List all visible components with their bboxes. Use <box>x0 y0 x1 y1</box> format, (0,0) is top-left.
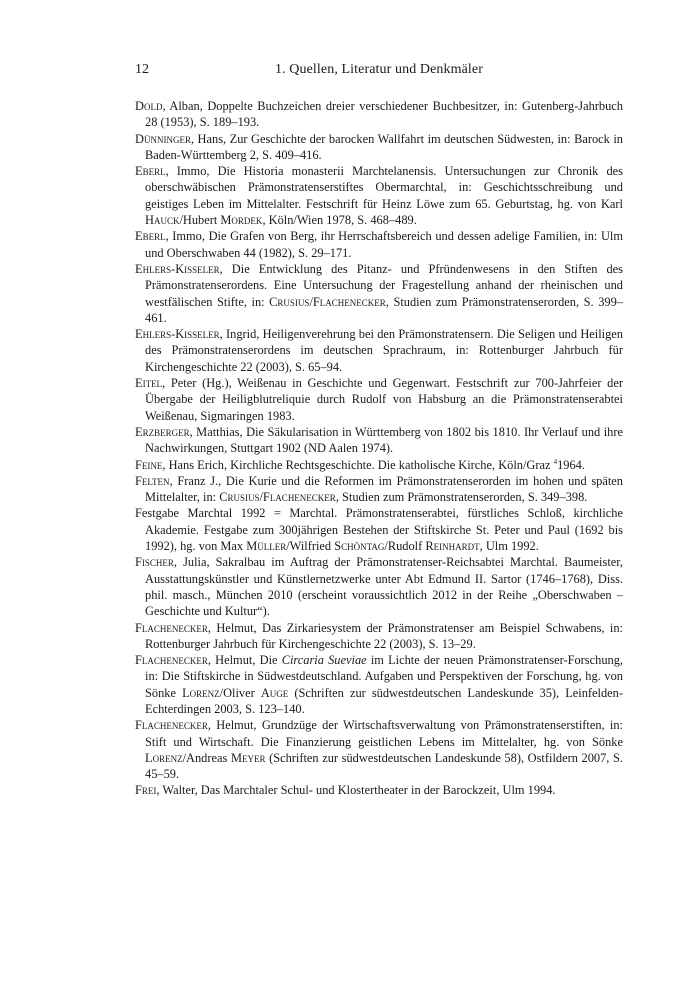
entry-text: / <box>309 294 313 309</box>
author-name: Reinhardt <box>425 539 480 554</box>
bibliography-list <box>135 98 623 799</box>
entry-text: , Franz J., Die Kurie und die Reformen im Prämonstratenserorden im hohen und späten Mittelalter, in: <box>145 473 623 505</box>
author-name: Ehlers-Kisseler <box>135 261 220 276</box>
entry-text: /Oliver <box>219 685 261 700</box>
author-name: Fischer <box>135 555 174 570</box>
entry-text: , Julia, Sakralbau im Auftrag der Prämonstratenser-Reichsabtei Marchtal. Baumeister, Ausstattungskünstler und Künstlernetzwerke unter Abt Edmund II. Sartor (1746–1768), Diss. phil. masch., München 2010 (erscheint voraussichtlich 2012 in der Reihe „Oberschwaben – Geschichte und Kultur“). <box>145 555 623 619</box>
author-name: Lorenz <box>145 750 183 765</box>
author-name: Flachenecker <box>135 620 208 635</box>
bibliography-entry <box>135 424 623 457</box>
entry-text: / <box>259 490 263 505</box>
entry-text: , Köln/Wien 1978, S. 468–489. <box>262 213 417 228</box>
bibliography-entry <box>135 652 623 717</box>
author-name: Eitel <box>135 376 163 391</box>
author-name: Auge <box>260 685 289 700</box>
entry-text: , Hans Erich, Kirchliche Rechtsgeschichte. Die katholische Kirche, Köln/Graz <box>162 457 554 472</box>
entry-text: /Andreas <box>182 750 231 765</box>
running-title: 1. Quellen, Literatur und Denkmäler <box>275 62 483 77</box>
bibliography-entry <box>135 782 623 798</box>
author-name: Feine <box>135 457 163 472</box>
author-name: Eberl <box>135 164 166 179</box>
entry-text: /Wilfried <box>286 539 335 554</box>
entry-text: , Immo, Die Grafen von Berg, ihr Herrschaftsbereich und dessen adelige Familien, in: Ulm und Oberschwaben 44 (1982), S. 29–171. <box>145 229 623 260</box>
entry-text: 1964. <box>557 457 585 472</box>
author-name: Flachenecker <box>135 718 208 733</box>
entry-text: , Ingrid, Heiligenverehrung bei den Prämonstratensern. Die Seligen und Heiligen des Prämonstratenserordens im deutschen Sprachraum, in: Rottenburger Jahrbuch für Kirchengeschichte 22 (2003), S. 65–94. <box>145 327 623 374</box>
bibliography-entry <box>135 620 623 653</box>
page <box>135 62 623 799</box>
page-header: 12 1. Quellen, Literatur und Denkmäler <box>135 62 623 84</box>
italic-title: Circaria Sueviae <box>281 653 367 668</box>
entry-text: , Hans, Zur Geschichte der barocken Wallfahrt im deutschen Südwesten, in: Barock in Baden-Württemberg 2, S. 409–416. <box>145 131 623 162</box>
edition-superscript: 4 <box>553 457 558 466</box>
author-name: Hauck <box>145 213 180 228</box>
author-name: Meyer <box>230 750 266 765</box>
author-name: Müller <box>246 539 287 554</box>
entry-text: , Walter, Das Marchtaler Schul- und Klostertheater in der Barockzeit, Ulm 1994. <box>156 783 556 798</box>
author-name: Crusius <box>219 490 260 505</box>
bibliography-entry <box>135 131 623 164</box>
author-name: Flachenecker <box>262 490 336 505</box>
entry-text: , Studien zum Prämonstratenserorden, S. 349–398. <box>335 490 588 505</box>
bibliography-entry <box>135 228 623 261</box>
entry-text: im Lichte der neuen Prämonstratenser-Forschung, in: Die Stiftskirche in Südwestdeutschland. Aufgaben und Perspektiven der Forschung, hg. von Sönke <box>145 653 624 700</box>
author-name: Schöntag <box>334 539 385 554</box>
entry-text: , Studien zum Prämonstratenserorden, S. 399–461. <box>145 294 623 325</box>
author-name: Dold <box>135 99 163 113</box>
author-name: Flachenecker <box>135 653 208 668</box>
entry-text: , Peter (Hg.), Weißenau in Geschichte und Gegenwart. Festschrift zur 700-Jahrfeier der Übergabe der Heiligblutreliquie durch Rudolf von Habsburg an die Prämonstratenserabtei Weißenau, Sigmaringen 1983. <box>145 376 623 423</box>
entry-text: , Ulm 1992. <box>479 539 539 554</box>
entry-text: /Hubert <box>179 213 221 228</box>
entry-text: (Schriften zur südwestdeutschen Landeskunde 35), Leinfelden-Echterdingen 2003, S. 123–140. <box>145 685 624 716</box>
author-name: Flachenecker <box>312 294 386 309</box>
author-name: Erzberger <box>135 424 190 439</box>
author-name: Dünninger <box>135 131 191 146</box>
author-name: Ehlers-Kisseler <box>135 327 220 342</box>
entry-text: Festgabe Marchtal 1992 = Marchtal. Prämonstratenserabtei, fürstliches Schloß, kirchliche Akademie. Festgabe zum 300jährigen Bestehen der Stiftskirche St. Peter und Paul (1692 bis 1992), hg. von Max <box>135 506 623 554</box>
bibliography-entry <box>135 261 623 326</box>
bibliography-entry <box>135 457 623 473</box>
bibliography-entry <box>135 163 623 228</box>
bibliography-entry <box>135 554 623 619</box>
bibliography-entry <box>135 473 623 506</box>
entry-text: , Die Entwicklung des Pitanz- und Pfründenwesens in den Stiften des Prämonstratenserordens. Eine Untersuchung der Fragestellung anhand der rheinischen und westfälischen Stifte, in: <box>145 261 623 309</box>
entry-text: (Schriften zur südwestdeutschen Landeskunde 58), Ostfildern 2007, S. 45–59. <box>145 750 624 782</box>
entry-text: , Matthias, Die Säkularisation in Württemberg von 1802 bis 1810. Ihr Verlauf und ihre Nachwirkungen, Stuttgart 1902 (ND Aalen 1974). <box>145 424 623 456</box>
entry-text: , Helmut, Das Zirkariesystem der Prämonstratenser am Beispiel Schwabens, in: Rottenburger Jahrbuch für Kirchengeschichte 22 (2003), S. 13–29. <box>145 620 623 651</box>
entry-text: , Alban, Doppelte Buchzeichen dreier verschiedener Buchbesitzer, in: Gutenberg-Jahrbuch 28 (1953), S. 189–193. <box>145 99 623 130</box>
bibliography-entry <box>135 98 623 131</box>
author-name: Crusius <box>269 294 310 309</box>
author-name: Lorenz <box>182 685 220 700</box>
author-name: Eberl <box>135 229 166 244</box>
bibliography-entry <box>135 326 623 375</box>
bibliography-entry <box>135 505 623 554</box>
author-name: Felten <box>135 473 170 488</box>
entry-text: , Helmut, Grundzüge der Wirtschaftsverwaltung von Prämonstratenserstiften, in: Stift und Wirtschaft. Die Finanzierung geistlichen Lebens im Mittelalter, hg. von Sönke <box>145 718 623 749</box>
bibliography-entry <box>135 717 623 782</box>
bibliography-entry <box>135 375 623 424</box>
entry-text: /Rudolf <box>384 539 426 554</box>
entry-text: , Immo, Die Historia monasterii Marchtelanensis. Untersuchungen zur Chronik des oberschwäbischen Prämonstratenserstiftes Obermarchtal, in: Geschichtsschreibung und geistiges Leben im Mittelalter. Festschrift für Heinz Löwe zum 65. Geburtstag, hg. von Karl <box>145 164 623 211</box>
author-name: Frei <box>135 783 157 798</box>
entry-text: , Helmut, Die <box>207 653 282 668</box>
author-name: Mordek <box>220 213 263 228</box>
